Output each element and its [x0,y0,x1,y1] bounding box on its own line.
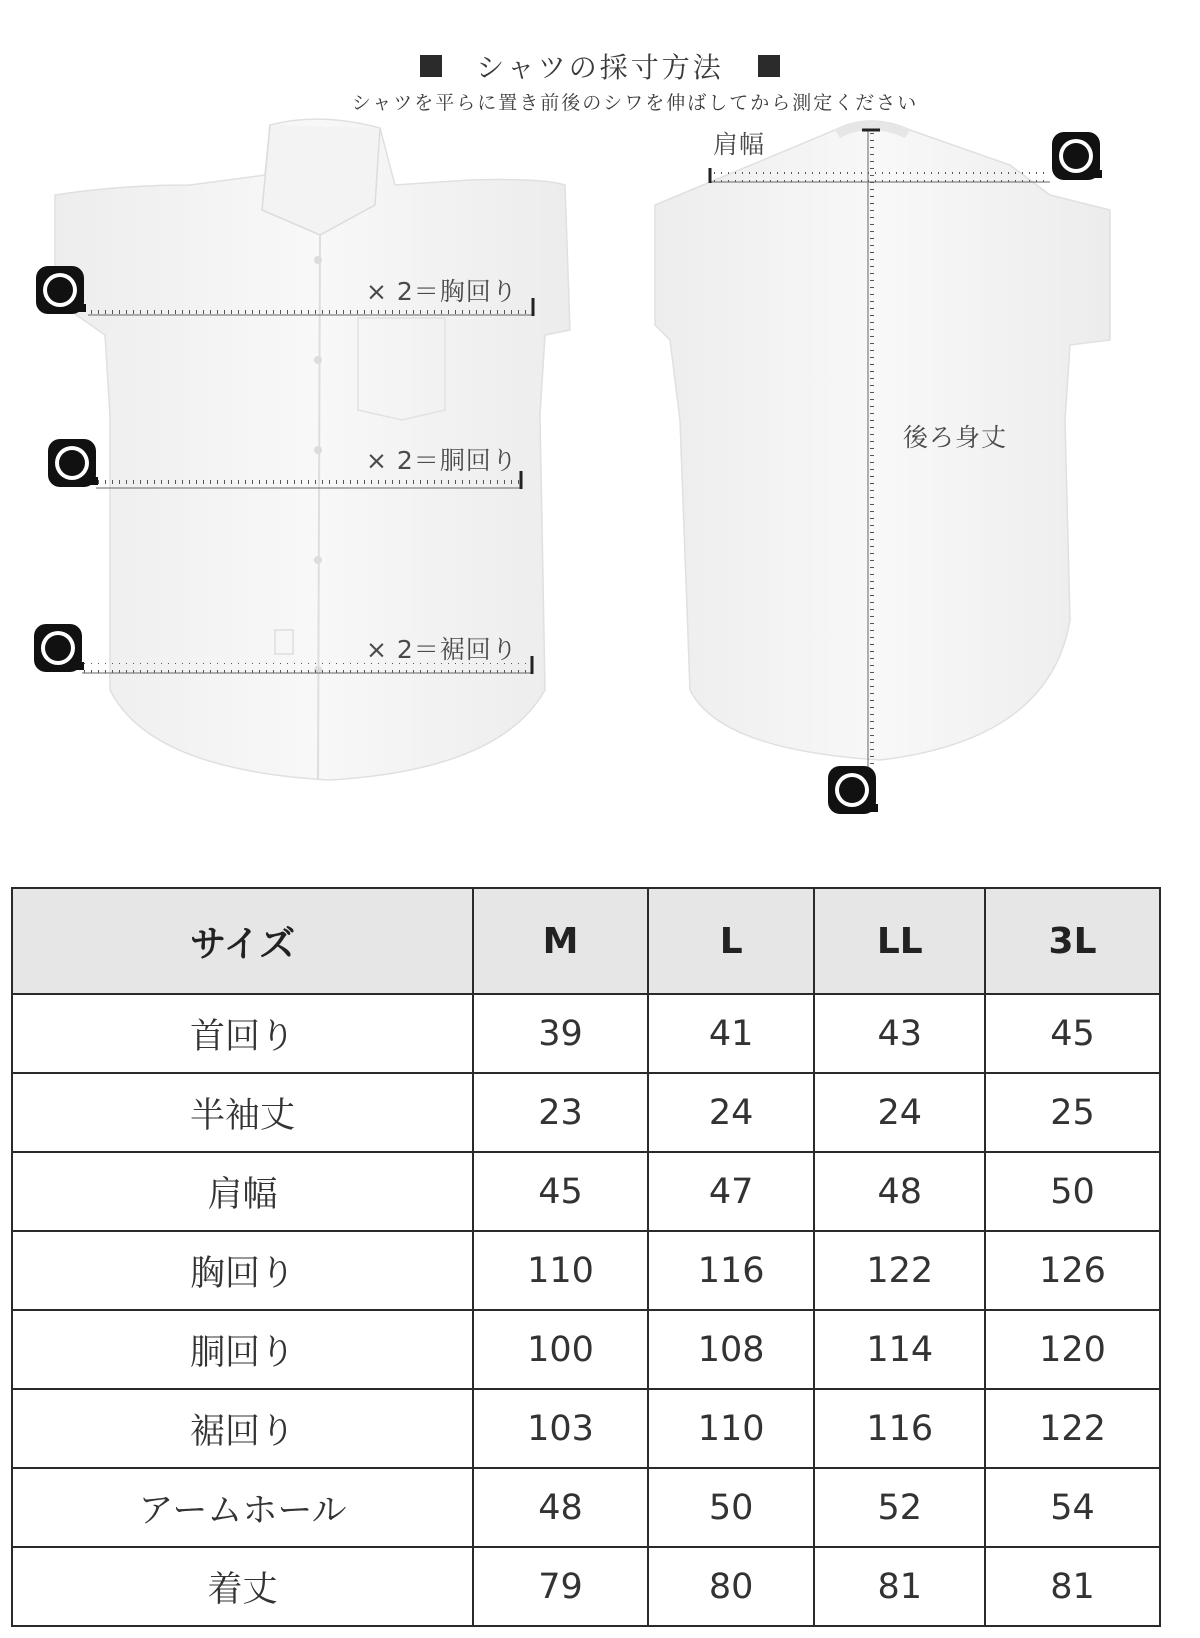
row-label: 胸回り [12,1231,473,1310]
header-3l: 3L [985,888,1160,994]
cell-value: 47 [648,1152,815,1231]
cell-value: 81 [814,1547,985,1626]
measuring-tape-icon [36,266,86,314]
cell-value: 116 [648,1231,815,1310]
measuring-tape-icon [828,766,878,814]
table-row [12,994,1160,1073]
cell-value: 80 [648,1547,815,1626]
table-row [12,1547,1160,1626]
cell-value: 41 [648,994,815,1073]
chest-label: × 2＝胸回り [366,277,518,306]
cell-value: 103 [473,1389,648,1468]
cell-value: 39 [473,994,648,1073]
cell-value: 110 [473,1231,648,1310]
cell-value: 79 [473,1547,648,1626]
page-title [0,46,1200,86]
row-label: 裾回り [12,1389,473,1468]
cell-value: 122 [985,1389,1160,1468]
cell-value: 25 [985,1073,1160,1152]
cell-value: 81 [985,1547,1160,1626]
cell-value: 45 [985,994,1160,1073]
cell-value: 50 [985,1152,1160,1231]
cell-value: 54 [985,1468,1160,1547]
cell-value: 110 [648,1389,815,1468]
cell-value: 50 [648,1468,815,1547]
measuring-tape-icon [1052,132,1102,180]
page-subtitle: シャツを平らに置き前後のシワを伸ばしてから測定ください [351,92,919,114]
cell-value: 48 [814,1152,985,1231]
cell-value: 122 [814,1231,985,1310]
table-row [12,1389,1160,1468]
title-text: シャツの採寸方法 [476,51,724,84]
row-label: アームホール [12,1468,473,1547]
header-size: サイズ [12,888,473,994]
shirt-measurement-diagram [0,110,1200,850]
row-label: 首回り [12,994,473,1073]
cell-value: 108 [648,1310,815,1389]
cell-value: 120 [985,1310,1160,1389]
table-row [12,1231,1160,1310]
cell-value: 100 [473,1310,648,1389]
header-m: M [473,888,648,994]
back-length-label: 後ろ身丈 [903,423,1008,452]
back-shirt [655,121,1110,760]
measuring-tape-icon [34,624,84,672]
cell-value: 48 [473,1468,648,1547]
table-row [12,1152,1160,1231]
cell-value: 114 [814,1310,985,1389]
waist-label: × 2＝胴回り [366,446,518,475]
table-row [12,1073,1160,1152]
row-label: 着丈 [12,1547,473,1626]
cell-value: 23 [473,1073,648,1152]
shoulder-label: 肩幅 [713,130,766,159]
cell-value: 116 [814,1389,985,1468]
row-label: 肩幅 [12,1152,473,1231]
table-header-row [12,888,1160,994]
square-bullet-icon [758,55,780,77]
header-l: L [648,888,815,994]
measuring-tape-icon [48,439,98,487]
cell-value: 24 [814,1073,985,1152]
row-label: 半袖丈 [12,1073,473,1152]
cell-value: 24 [648,1073,815,1152]
table-row [12,1310,1160,1389]
hem-label: × 2＝裾回り [366,635,518,664]
row-label: 胴回り [12,1310,473,1389]
cell-value: 43 [814,994,985,1073]
cell-value: 126 [985,1231,1160,1310]
cell-value: 45 [473,1152,648,1231]
table-row [12,1468,1160,1547]
header-ll: LL [814,888,985,994]
square-bullet-icon [420,55,442,77]
size-chart-table [11,887,1161,1627]
cell-value: 52 [814,1468,985,1547]
